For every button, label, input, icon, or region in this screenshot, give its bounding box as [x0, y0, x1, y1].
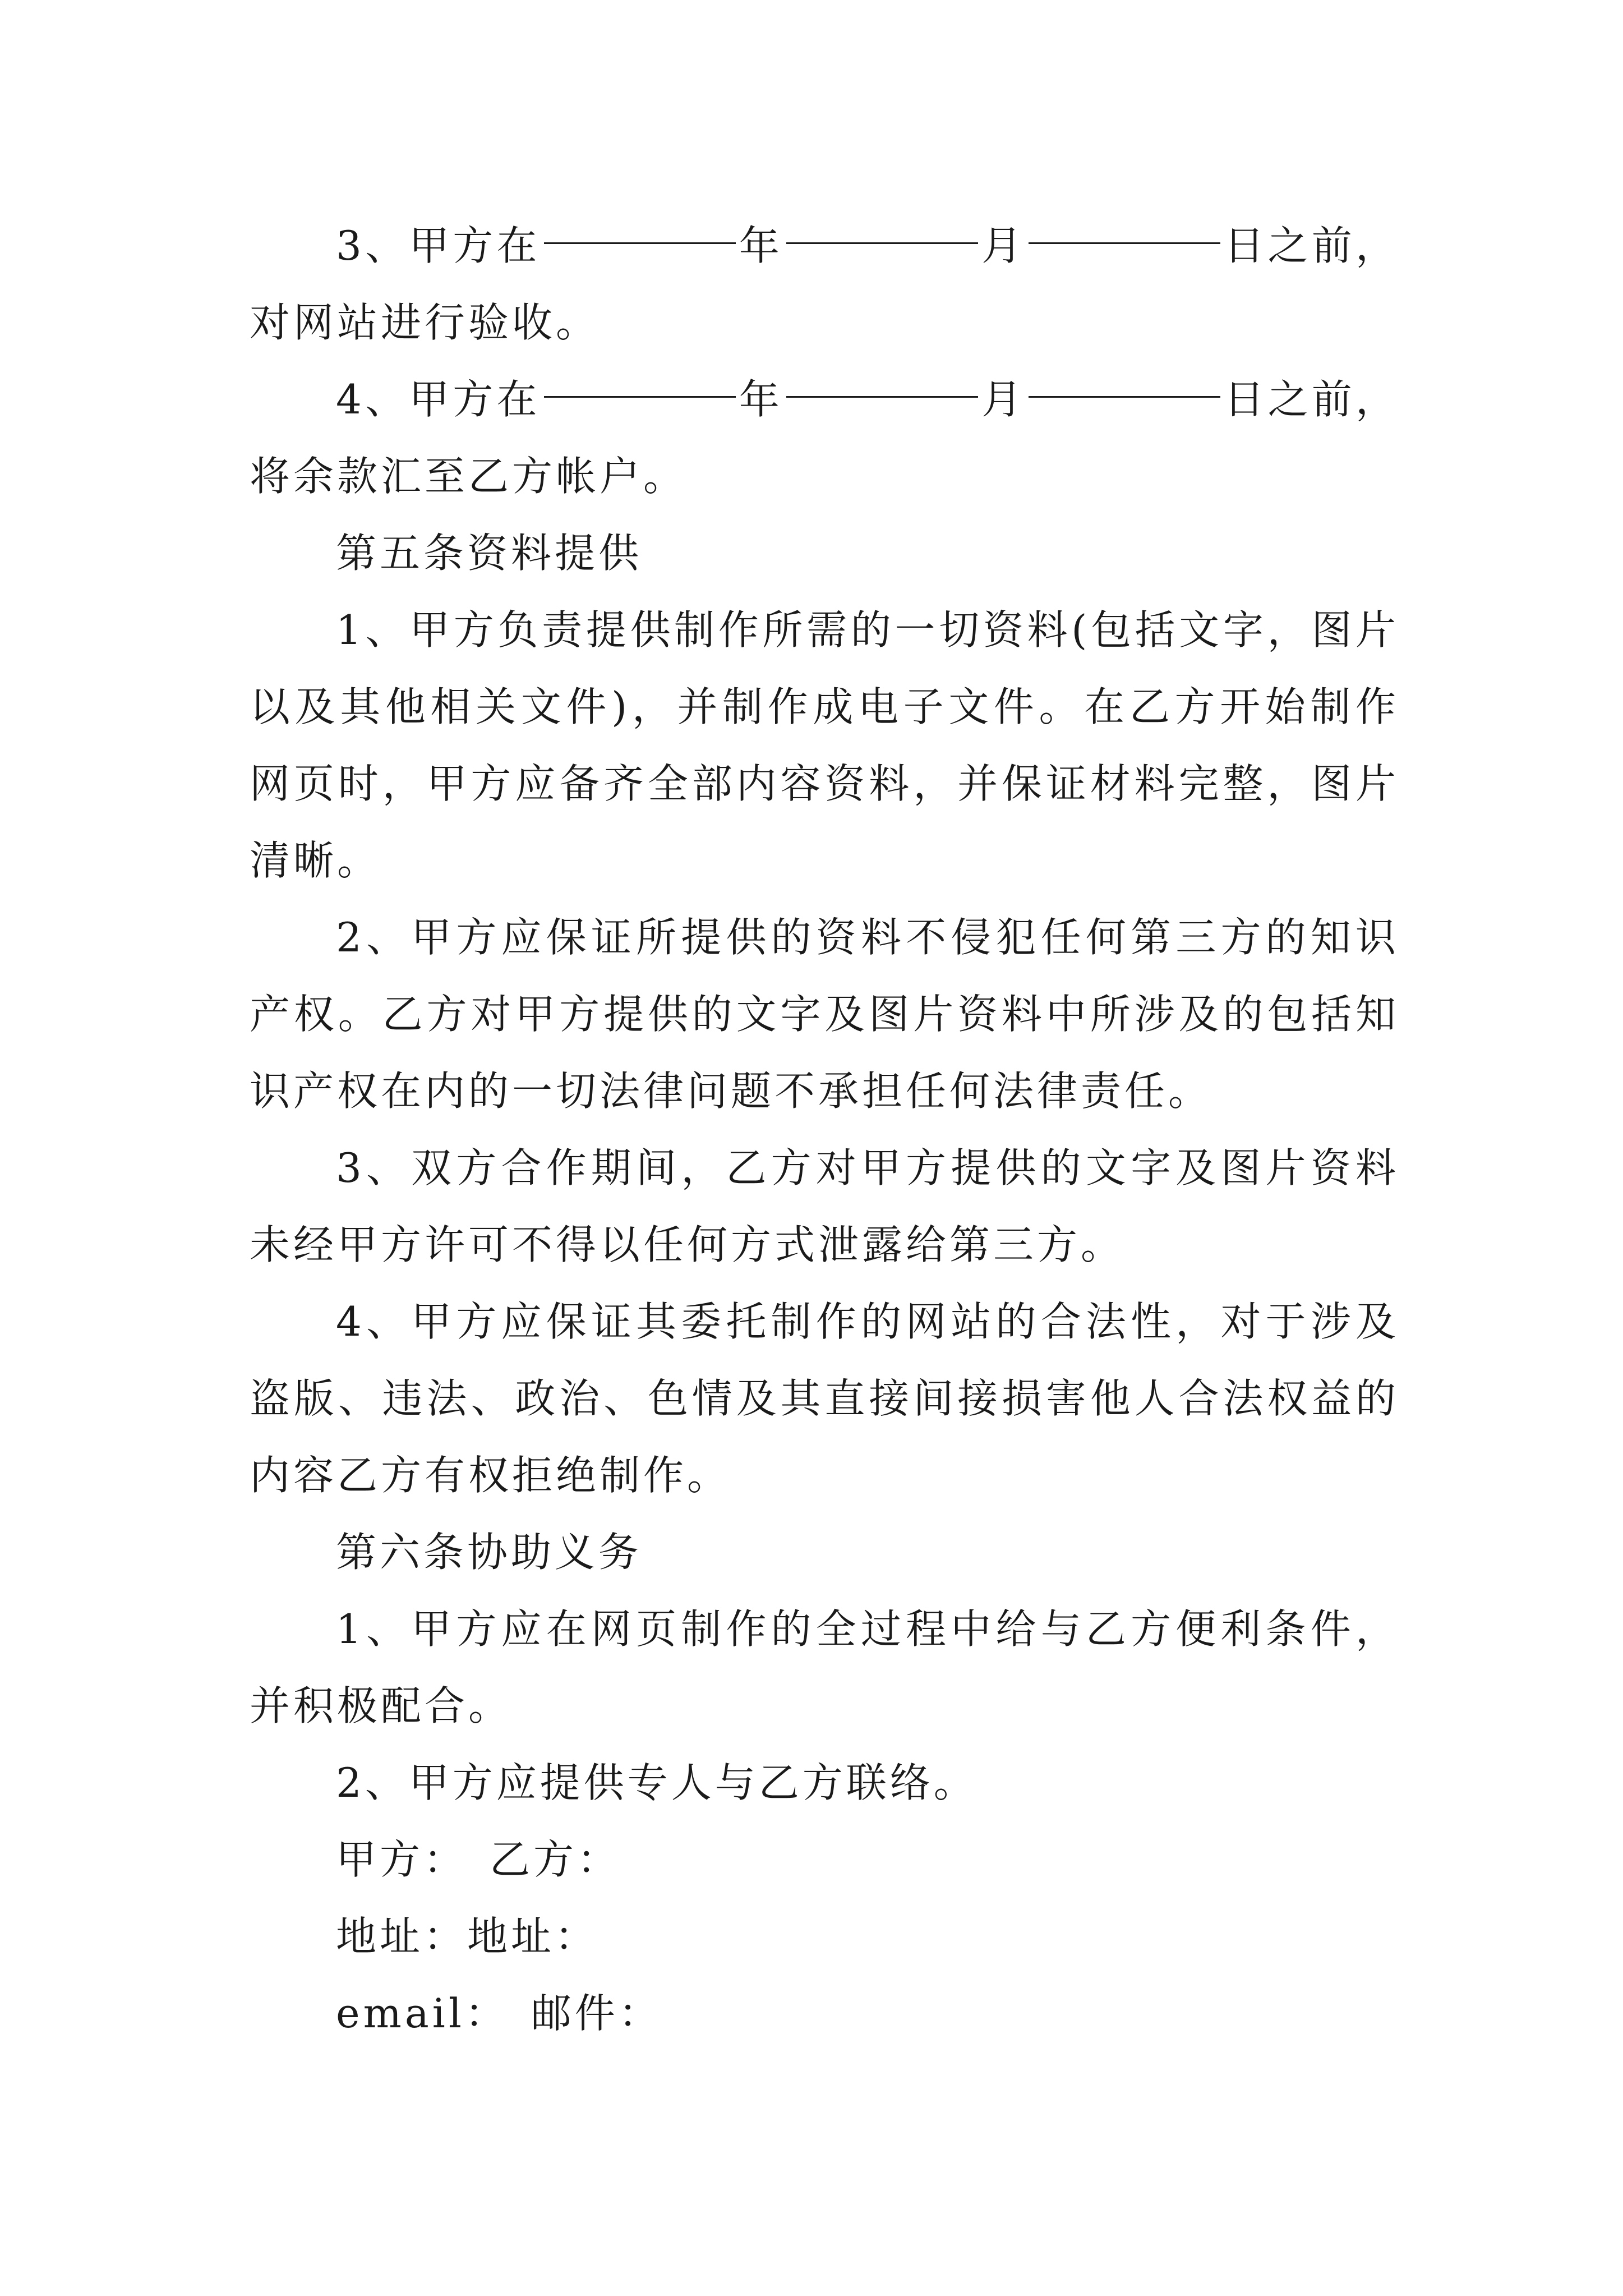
clause-4-year: 年	[739, 376, 783, 423]
party-b-label: 乙方：	[490, 1836, 621, 1883]
party-a-label: 甲方：	[336, 1836, 468, 1883]
address-a-label: 地址：	[336, 1913, 468, 1960]
day-blank[interactable]	[1029, 242, 1220, 244]
article-6-item: 1、甲方应在网页制作的全过程中给与乙方便利条件，并积极配合。	[250, 1605, 1399, 1729]
document-page	[250, 208, 1399, 2052]
month-blank[interactable]	[786, 395, 978, 398]
month-blank[interactable]	[786, 242, 978, 244]
year-blank[interactable]	[544, 395, 736, 398]
article-5-item: 1、甲方负责提供制作所需的一切资料(包括文字，图片以及其他相关文件)，并制作成电子文件。在乙方开始制作网页时，甲方应备齐全部内容资料，并保证材料完整，图片清晰。	[250, 606, 1399, 884]
clause-4-tail: 日之前，将余款汇至乙方帐户。	[250, 376, 1399, 500]
clause-3-acceptance	[250, 208, 1399, 361]
year-blank[interactable]	[544, 242, 736, 244]
article-5-title: 第五条资料提供	[336, 530, 643, 577]
clause-3-tail: 日之前，对网站进行验收。	[250, 222, 1399, 346]
clause-3-month: 月	[981, 222, 1026, 269]
address-b-label: 地址：	[467, 1913, 599, 1960]
signature-party-line	[250, 1821, 1399, 1898]
email-a-label: email：	[336, 1990, 509, 2037]
day-blank[interactable]	[1029, 395, 1220, 398]
article-5-item: 4、甲方应保证其委托制作的网站的合法性，对于涉及盗版、违法、政治、色情及其直接间接损害他人合法权益的内容乙方有权拒绝制作。	[250, 1298, 1399, 1499]
signature-address-line	[250, 1898, 1399, 1975]
article-6-item: 2、甲方应提供专人与乙方联络。	[336, 1759, 978, 1806]
email-b-label: 邮件：	[531, 1990, 662, 2037]
article-6-title: 第六条协助义务	[336, 1529, 643, 1576]
clause-3-year: 年	[739, 222, 783, 269]
clause-3-prefix: 3、甲方在	[336, 222, 541, 269]
clause-4-month: 月	[981, 376, 1026, 423]
clause-4-prefix: 4、甲方在	[336, 376, 541, 423]
clause-4-payment	[250, 361, 1399, 515]
article-5-item: 2、甲方应保证所提供的资料不侵犯任何第三方的知识产权。乙方对甲方提供的文字及图片资料中所涉及的包括知识产权在内的一切法律问题不承担任何法律责任。	[250, 914, 1399, 1115]
signature-email-line	[250, 1975, 1399, 2052]
article-5-item: 3、双方合作期间，乙方对甲方提供的文字及图片资料未经甲方许可不得以任何方式泄露给第三方。	[250, 1144, 1399, 1268]
